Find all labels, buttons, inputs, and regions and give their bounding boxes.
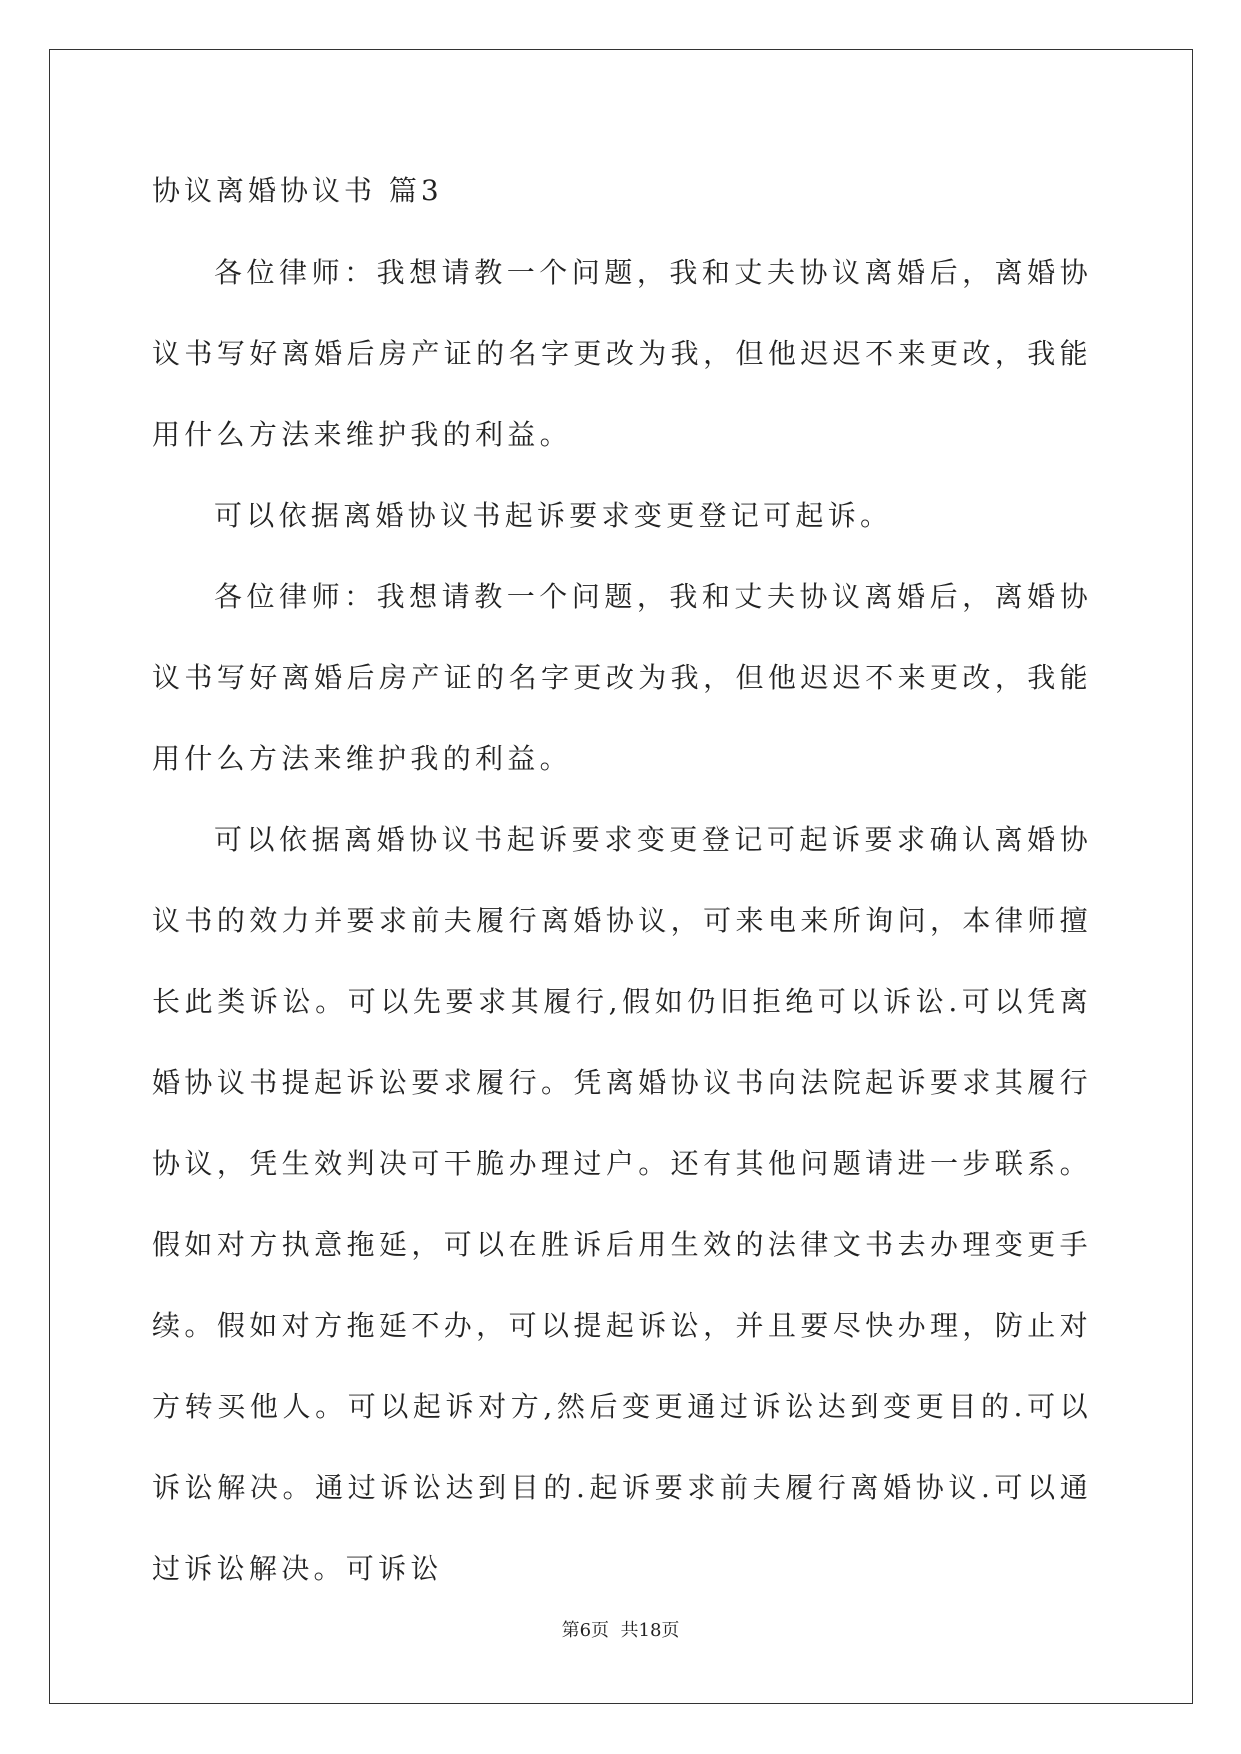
paragraph-answer-1: 可以依据离婚协议书起诉要求变更登记可起诉。 — [214, 499, 893, 532]
section-heading: 协议离婚协议书 篇3 — [152, 174, 443, 207]
paragraph-question-1: 各位律师：我想请教一个问题，我和丈夫协议离婚后，离婚协议书写好离婚后房产证的名字更改为我，但他迟迟不来更改，我能用什么方法来维护我的利益。 — [152, 256, 1092, 451]
paragraph-answer-2: 可以依据离婚协议书起诉要求变更登记可起诉要求确认离婚协议书的效力并要求前夫履行离婚协议，可来电来所询问，本律师擅长此类诉讼。可以先要求其履行,假如仍旧拒绝可以诉讼.可以凭离婚协议书提起诉讼要求履行。凭离婚协议书向法院起诉要求其履行协议，凭生效判决可干脆办理过户。还有其他问题请进一步联系。假如对方执意拖延，可以在胜诉后用生效的法律文书去办理变更手续。假如对方拖延不办，可以提起诉讼，并且要尽快办理，防止对方转买他人。可以起诉对方,然后变更通过诉讼达到变更目的.可以诉讼解决。通过诉讼达到目的.起诉要求前夫履行离婚协议.可以通过诉讼解决。可诉讼 — [152, 823, 1092, 1585]
page-number: 第6页 共18页 — [561, 1620, 680, 1641]
document-body — [152, 150, 1092, 1609]
paragraph-question-2: 各位律师：我想请教一个问题，我和丈夫协议离婚后，离婚协议书写好离婚后房产证的名字更改为我，但他迟迟不来更改，我能用什么方法来维护我的利益。 — [152, 580, 1092, 775]
